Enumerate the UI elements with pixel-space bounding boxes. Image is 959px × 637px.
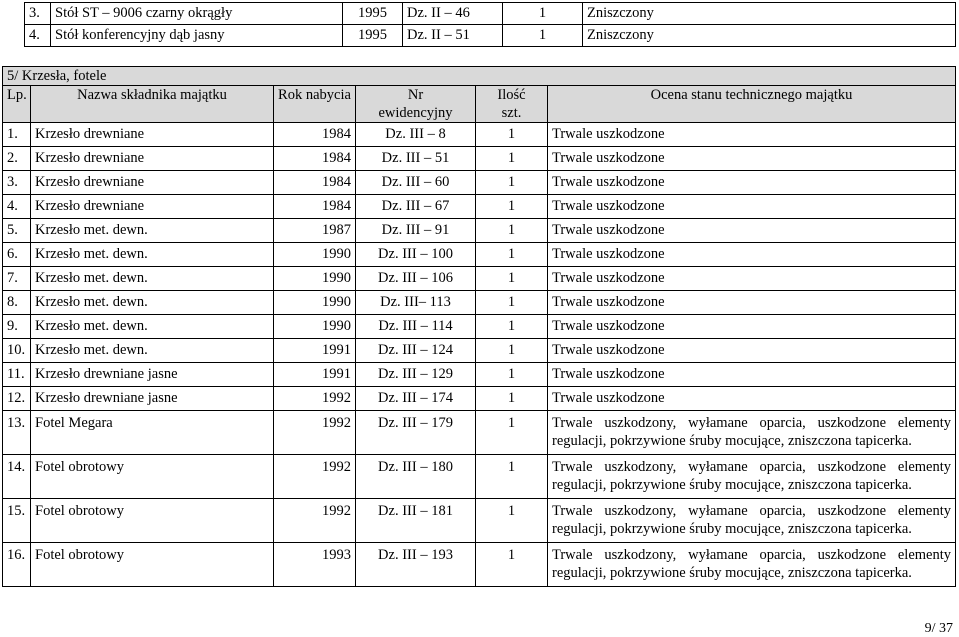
header-qty-line1: Ilość — [497, 87, 526, 103]
cell-lp: 8. — [3, 291, 31, 315]
table-row — [3, 411, 956, 455]
table-row — [3, 499, 956, 543]
cell-year: 1992 — [274, 387, 356, 411]
header-qty — [476, 86, 548, 123]
cell-state: Trwale uszkodzony, wyłamane oparcia, uszkodzone elementy regulacji, pokrzywione śruby mocujące, zniszczona tapicerka. — [548, 455, 956, 499]
cell-state: Trwale uszkodzone — [548, 147, 956, 171]
table-row — [3, 291, 956, 315]
cell-lp: 6. — [3, 243, 31, 267]
cell-name: Krzesło met. dewn. — [31, 219, 274, 243]
cell-qty: 1 — [476, 387, 548, 411]
table-row — [3, 339, 956, 363]
cell-lp: 5. — [3, 219, 31, 243]
cell-qty: 1 — [476, 123, 548, 147]
cell-nr: Dz. III – 91 — [356, 219, 476, 243]
cell-year: 1990 — [274, 291, 356, 315]
cell-year: 1984 — [274, 123, 356, 147]
cell-qty: 1 — [476, 195, 548, 219]
cell-nr: Dz. III – 124 — [356, 339, 476, 363]
table-row — [3, 147, 956, 171]
cell-qty: 1 — [503, 3, 583, 25]
cell-name: Krzesło drewniane — [31, 123, 274, 147]
cell-year: 1993 — [274, 543, 356, 587]
cell-year: 1991 — [274, 363, 356, 387]
chairs-table-body — [3, 67, 956, 587]
cell-state: Trwale uszkodzone — [548, 315, 956, 339]
cell-qty: 1 — [476, 363, 548, 387]
cell-nr: Dz. III – 180 — [356, 455, 476, 499]
cell-lp: 11. — [3, 363, 31, 387]
top-table-body — [25, 3, 956, 47]
cell-nr: Dz. II – 51 — [403, 25, 503, 47]
cell-name: Stół konferencyjny dąb jasny — [51, 25, 343, 47]
top-table — [24, 2, 956, 47]
cell-state: Trwale uszkodzone — [548, 387, 956, 411]
table-row — [3, 267, 956, 291]
cell-nr: Dz. III – 51 — [356, 147, 476, 171]
cell-lp: 10. — [3, 339, 31, 363]
cell-name: Krzesło drewniane jasne — [31, 363, 274, 387]
cell-state: Trwale uszkodzony, wyłamane oparcia, uszkodzone elementy regulacji, pokrzywione śruby mocujące, zniszczona tapicerka. — [548, 543, 956, 587]
cell-qty: 1 — [476, 291, 548, 315]
cell-lp: 15. — [3, 499, 31, 543]
cell-lp: 4. — [25, 25, 51, 47]
table-row — [25, 3, 956, 25]
table-row — [3, 243, 956, 267]
cell-lp: 2. — [3, 147, 31, 171]
cell-nr: Dz. III – 8 — [356, 123, 476, 147]
cell-qty: 1 — [476, 243, 548, 267]
cell-name: Stół ST – 9006 czarny okrągły — [51, 3, 343, 25]
cell-nr: Dz. III – 60 — [356, 171, 476, 195]
cell-lp: 13. — [3, 411, 31, 455]
table-row — [3, 219, 956, 243]
cell-qty: 1 — [476, 499, 548, 543]
cell-year: 1990 — [274, 315, 356, 339]
cell-nr: Dz. III – 106 — [356, 267, 476, 291]
cell-year: 1995 — [343, 25, 403, 47]
cell-nr: Dz. III – 114 — [356, 315, 476, 339]
cell-year: 1991 — [274, 339, 356, 363]
cell-name: Fotel obrotowy — [31, 455, 274, 499]
cell-state: Trwale uszkodzone — [548, 291, 956, 315]
cell-qty: 1 — [476, 147, 548, 171]
cell-year: 1992 — [274, 411, 356, 455]
cell-state: Zniszczony — [583, 25, 956, 47]
cell-name: Krzesło drewniane — [31, 171, 274, 195]
header-nr-line2: ewidencyjny — [378, 105, 453, 121]
cell-state: Zniszczony — [583, 3, 956, 25]
cell-name: Krzesło met. dewn. — [31, 243, 274, 267]
cell-state: Trwale uszkodzone — [548, 339, 956, 363]
cell-state: Trwale uszkodzony, wyłamane oparcia, uszkodzone elementy regulacji, pokrzywione śruby mocujące, zniszczona tapicerka. — [548, 411, 956, 455]
cell-name: Krzesło met. dewn. — [31, 267, 274, 291]
cell-lp: 14. — [3, 455, 31, 499]
section-title-row — [3, 67, 956, 86]
page-number: 9/ 37 — [924, 621, 953, 636]
cell-nr: Dz. III – 100 — [356, 243, 476, 267]
cell-nr: Dz. III – 129 — [356, 363, 476, 387]
cell-state: Trwale uszkodzone — [548, 123, 956, 147]
cell-state: Trwale uszkodzone — [548, 195, 956, 219]
cell-state: Trwale uszkodzone — [548, 243, 956, 267]
cell-state: Trwale uszkodzone — [548, 219, 956, 243]
cell-qty: 1 — [476, 171, 548, 195]
cell-lp: 12. — [3, 387, 31, 411]
table-row — [3, 171, 956, 195]
cell-name: Fotel Megara — [31, 411, 274, 455]
cell-name: Krzesło met. dewn. — [31, 291, 274, 315]
table-row — [3, 195, 956, 219]
cell-qty: 1 — [503, 25, 583, 47]
cell-qty: 1 — [476, 339, 548, 363]
cell-year: 1995 — [343, 3, 403, 25]
header-lp: Lp. — [3, 86, 31, 123]
cell-nr: Dz. III – 174 — [356, 387, 476, 411]
cell-lp: 9. — [3, 315, 31, 339]
cell-qty: 1 — [476, 455, 548, 499]
cell-nr: Dz. II – 46 — [403, 3, 503, 25]
cell-name: Krzesło met. dewn. — [31, 339, 274, 363]
cell-lp: 1. — [3, 123, 31, 147]
header-qty-line2: szt. — [501, 105, 522, 121]
header-nr-line1: Nr — [407, 87, 424, 103]
cell-name: Krzesło drewniane — [31, 195, 274, 219]
cell-name: Fotel obrotowy — [31, 543, 274, 587]
cell-year: 1984 — [274, 171, 356, 195]
cell-year: 1987 — [274, 219, 356, 243]
cell-state: Trwale uszkodzony, wyłamane oparcia, uszkodzone elementy regulacji, pokrzywione śruby mocujące, zniszczona tapicerka. — [548, 499, 956, 543]
table-row — [3, 123, 956, 147]
cell-year: 1984 — [274, 147, 356, 171]
cell-nr: Dz. III – 67 — [356, 195, 476, 219]
cell-qty: 1 — [476, 411, 548, 455]
cell-lp: 4. — [3, 195, 31, 219]
cell-year: 1984 — [274, 195, 356, 219]
header-state: Ocena stanu technicznego majątku — [548, 86, 956, 123]
chairs-table — [2, 66, 956, 587]
cell-year: 1992 — [274, 499, 356, 543]
cell-lp: 16. — [3, 543, 31, 587]
cell-state: Trwale uszkodzone — [548, 171, 956, 195]
table-row — [3, 543, 956, 587]
header-nr — [356, 86, 476, 123]
cell-lp: 3. — [3, 171, 31, 195]
header-year: Rok nabycia — [274, 86, 356, 123]
table-row — [3, 455, 956, 499]
table-row — [3, 363, 956, 387]
cell-qty: 1 — [476, 219, 548, 243]
cell-lp: 7. — [3, 267, 31, 291]
cell-nr: Dz. III– 113 — [356, 291, 476, 315]
cell-name: Krzesło drewniane — [31, 147, 274, 171]
cell-qty: 1 — [476, 543, 548, 587]
cell-year: 1990 — [274, 243, 356, 267]
table-row — [3, 315, 956, 339]
cell-qty: 1 — [476, 267, 548, 291]
cell-year: 1990 — [274, 267, 356, 291]
table-row — [25, 25, 956, 47]
cell-name: Krzesło met. dewn. — [31, 315, 274, 339]
cell-lp: 3. — [25, 3, 51, 25]
cell-nr: Dz. III – 179 — [356, 411, 476, 455]
cell-nr: Dz. III – 193 — [356, 543, 476, 587]
table-row — [3, 387, 956, 411]
header-name: Nazwa składnika majątku — [31, 86, 274, 123]
header-row — [3, 86, 956, 123]
cell-state: Trwale uszkodzone — [548, 363, 956, 387]
cell-state: Trwale uszkodzone — [548, 267, 956, 291]
cell-year: 1992 — [274, 455, 356, 499]
cell-name: Krzesło drewniane jasne — [31, 387, 274, 411]
cell-name: Fotel obrotowy — [31, 499, 274, 543]
section-title: 5/ Krzesła, fotele — [3, 67, 956, 86]
cell-qty: 1 — [476, 315, 548, 339]
cell-nr: Dz. III – 181 — [356, 499, 476, 543]
